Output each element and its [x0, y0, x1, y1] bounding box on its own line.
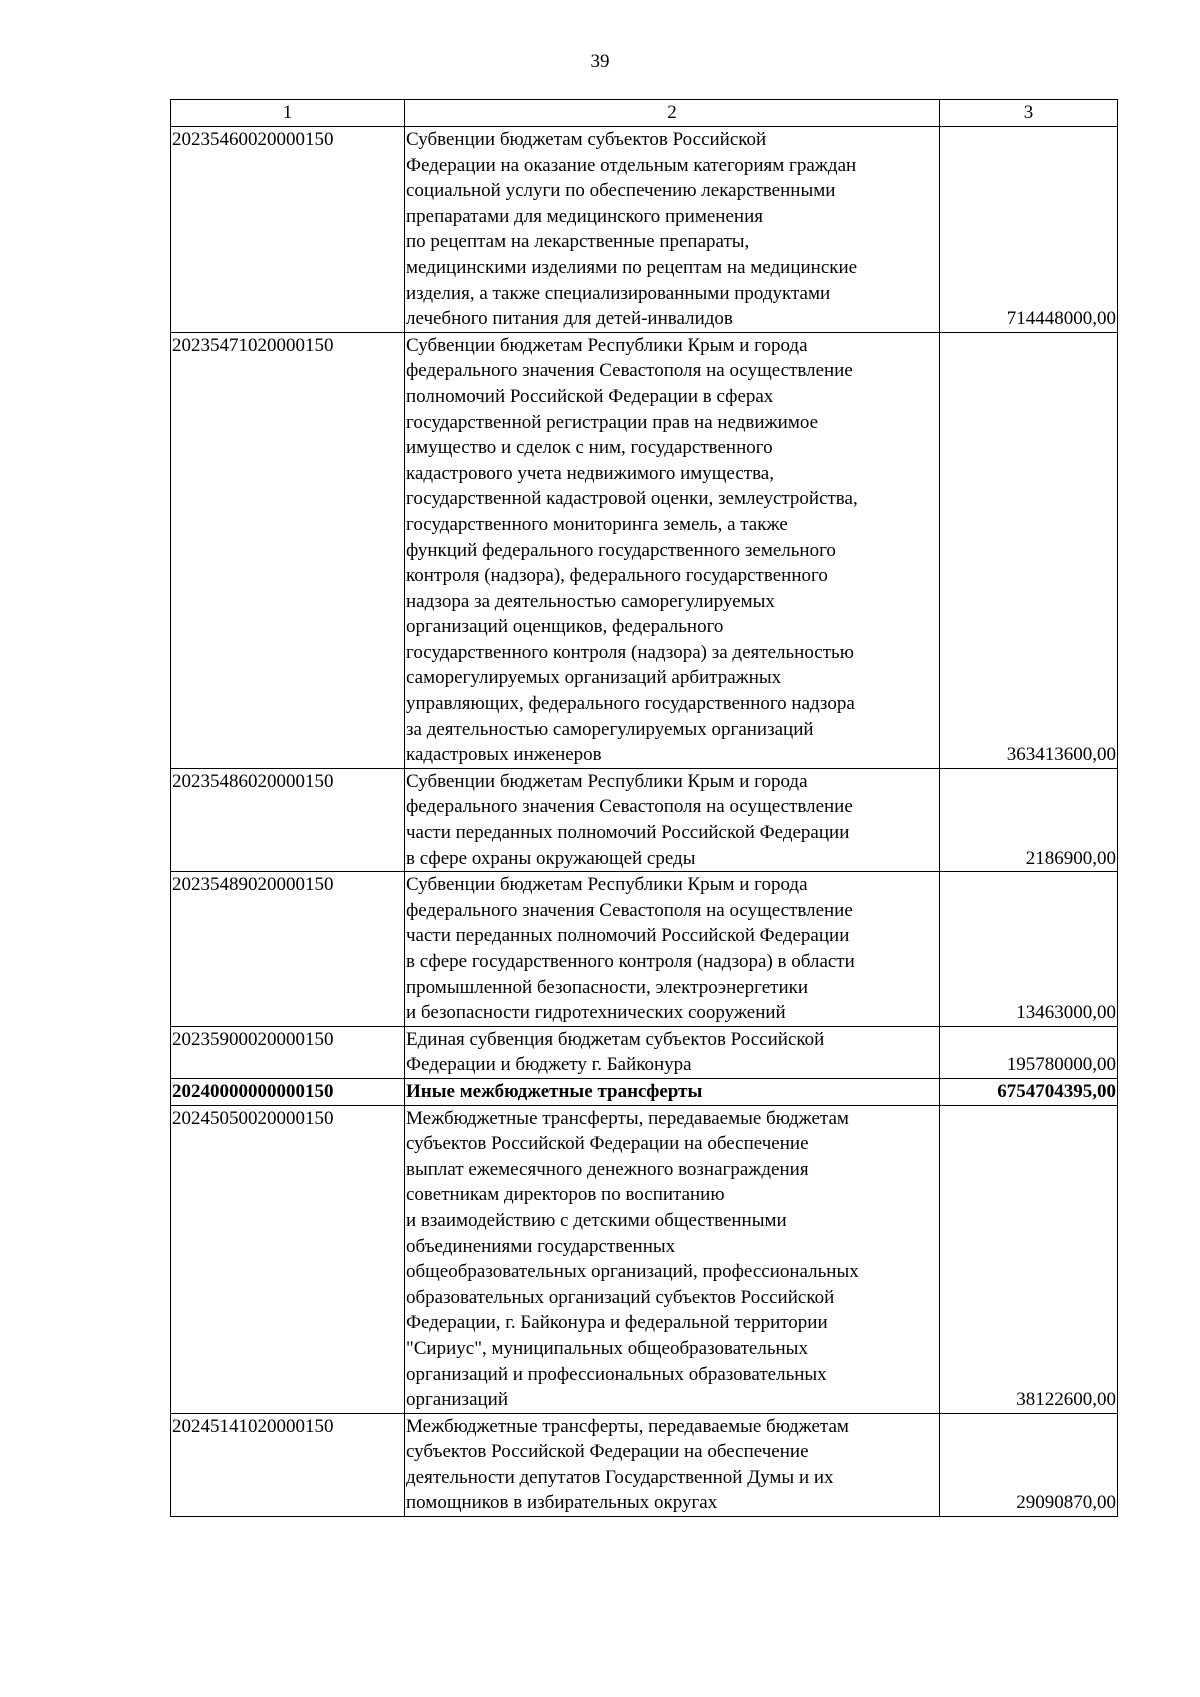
budget-code-cell: 20245141020000150: [171, 1413, 405, 1516]
amount-cell: 363413600,00: [940, 332, 1118, 768]
description-cell: Иные межбюджетные трансферты: [405, 1078, 940, 1105]
table-row-section-total: [171, 1078, 1118, 1105]
amount-cell: 2186900,00: [940, 768, 1118, 871]
amount-cell: 29090870,00: [940, 1413, 1118, 1516]
budget-code-cell: 20245050020000150: [171, 1105, 405, 1413]
column-header-code: 1: [171, 100, 405, 127]
column-header-name: 2: [405, 100, 940, 127]
table-row: [171, 1413, 1118, 1516]
description-cell: Межбюджетные трансферты, передаваемые бюджетам субъектов Российской Федерации на обеспечение выплат ежемесячного денежного вознаграждения советникам директоров по воспитанию и взаимодействию с детскими общественными объединениями государственных общеобразовательных организаций, профессиональных образовательных организаций субъектов Российской Федерации, г. Байконура и федеральной территории "Сириус", муниципальных общеобразовательных организаций и профессиональных образовательных организаций: [405, 1105, 940, 1413]
budget-code-cell: 20235900020000150: [171, 1026, 405, 1078]
table-row: [171, 768, 1118, 871]
budget-code-cell: 20235471020000150: [171, 332, 405, 768]
amount-cell: 6754704395,00: [940, 1078, 1118, 1105]
table-header-row: [171, 100, 1118, 127]
table-row: [171, 1105, 1118, 1413]
description-cell: Субвенции бюджетам Республики Крым и города федерального значения Севастополя на осуществление части переданных полномочий Российской Федерации в сфере охраны окружающей среды: [405, 768, 940, 871]
page-number: 39: [590, 51, 610, 72]
description-cell: Субвенции бюджетам Республики Крым и города федерального значения Севастополя на осуществление полномочий Российской Федерации в сферах государственной регистрации прав на недвижимое имущество и сделок с ним, государственного кадастрового учета недвижимого имущества, государственной кадастровой оценки, землеустройства, государственного мониторинга земель, а также функций федерального государственного земельного контроля (надзора), федерального государственного надзора за деятельностью саморегулируемых организаций оценщиков, федерального государственного контроля (надзора) за деятельностью саморегулируемых организаций арбитражных управляющих, федерального государственного надзора за деятельностью саморегулируемых организаций кадастровых инженеров: [405, 332, 940, 768]
amount-cell: 714448000,00: [940, 127, 1118, 333]
description-cell: Субвенции бюджетам субъектов Российской Федерации на оказание отдельным категориям граждан социальной услуги по обеспечению лекарственными препаратами для медицинского применения по рецептам на лекарственные препараты, медицинскими изделиями по рецептам на медицинские изделия, а также специализированными продуктами лечебного питания для детей-инвалидов: [405, 127, 940, 333]
table-row: [171, 872, 1118, 1027]
column-header-amount: 3: [940, 100, 1118, 127]
table-row: [171, 127, 1118, 333]
budget-code-cell: 20235486020000150: [171, 768, 405, 871]
table-row: [171, 332, 1118, 768]
amount-cell: 13463000,00: [940, 872, 1118, 1027]
description-cell: Субвенции бюджетам Республики Крым и города федерального значения Севастополя на осуществление части переданных полномочий Российской Федерации в сфере государственного контроля (надзора) в области промышленной безопасности, электроэнергетики и безопасности гидротехнических сооружений: [405, 872, 940, 1027]
budget-code-cell: 20240000000000150: [171, 1078, 405, 1105]
description-cell: Межбюджетные трансферты, передаваемые бюджетам субъектов Российской Федерации на обеспечение деятельности депутатов Государственной Думы и их помощников в избирательных округах: [405, 1413, 940, 1516]
amount-cell: 195780000,00: [940, 1026, 1118, 1078]
budget-table: [170, 99, 1118, 1517]
amount-cell: 38122600,00: [940, 1105, 1118, 1413]
budget-code-cell: 20235489020000150: [171, 872, 405, 1027]
budget-code-cell: 20235460020000150: [171, 127, 405, 333]
description-cell: Единая субвенция бюджетам субъектов Российской Федерации и бюджету г. Байконура: [405, 1026, 940, 1078]
table-row: [171, 1026, 1118, 1078]
